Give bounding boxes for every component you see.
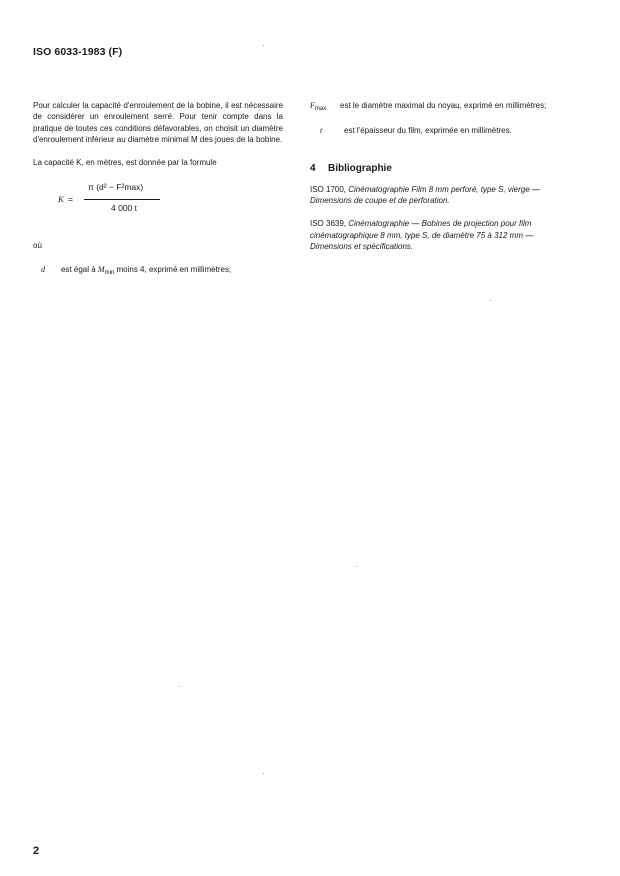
reference-iso-3639 xyxy=(310,218,565,252)
reference-iso-1700-title: Cinématographie Film 8 mm perforé, type S, vierge — Dimensions de coupe et de perforation. xyxy=(310,184,540,206)
definition-d-text-a: est égal à xyxy=(61,264,98,274)
right-column xyxy=(310,100,565,264)
scan-speck xyxy=(179,686,180,687)
formula-numerator: π (d² − F²max) xyxy=(88,182,144,193)
capacity-paragraph: La capacité K, en mètres, est donnée par la formule xyxy=(33,158,217,168)
section-heading xyxy=(310,163,565,174)
definition-t-symbol: t xyxy=(320,126,323,136)
definition-F-symbol: F xyxy=(310,101,315,110)
where-label: où xyxy=(33,241,42,251)
formula-equals: = xyxy=(68,194,73,205)
definition-d-M: M xyxy=(97,264,105,274)
intro-paragraph: Pour calculer la capacité d'enroulement de la bobine, il est nécessaire de considérer un enroulement serré. Pour tenir compte dans la pratique de toutes ces conditions défavorables, on choisit un diamètre d'enroulement inférieur au diamètre minimal M des joues de la bobine. xyxy=(33,101,283,144)
definition-F xyxy=(310,100,565,115)
definition-d xyxy=(33,264,283,279)
definition-d-sub: min xyxy=(104,269,115,276)
definition-d-text-b: moins 4, exprimé en millimètres; xyxy=(114,264,232,274)
reference-iso-1700-code: ISO 1700, xyxy=(310,184,349,194)
definition-F-sub: max xyxy=(314,106,327,112)
scan-speck xyxy=(356,566,357,567)
definition-t xyxy=(310,125,565,136)
definition-d-symbol: d xyxy=(41,264,45,274)
reference-iso-1700 xyxy=(310,184,565,207)
formula-denominator: 4 000 t xyxy=(111,203,137,214)
definition-F-text: est le diamètre maximal du noyau, exprimé en millimètres; xyxy=(340,101,547,110)
left-column xyxy=(33,100,283,289)
definition-F-symbol-wrap xyxy=(310,100,334,115)
reference-iso-3639-title: Cinématographie — Bobines de projection pour film cinématographique 8 mm, type S, de diamètre 75 à 312 mm — Dimensions et spécifications. xyxy=(310,219,534,252)
document-header: ISO 6033-1983 (F) xyxy=(33,46,123,58)
capacity-formula xyxy=(33,180,283,222)
definition-d-text xyxy=(61,264,231,279)
section-number: 4 xyxy=(310,162,316,174)
reference-iso-3639-code: ISO 3639, xyxy=(310,219,349,229)
definition-t-text: est l'épaisseur du film, exprimée en millimètres. xyxy=(344,126,512,136)
scan-speck xyxy=(490,300,491,301)
section-title: Bibliographie xyxy=(328,162,392,174)
formula-fraction-bar xyxy=(84,199,160,200)
page-number: 2 xyxy=(33,845,40,857)
scan-speck xyxy=(263,773,264,774)
scan-speck xyxy=(263,45,264,46)
formula-lhs: K xyxy=(58,194,64,205)
